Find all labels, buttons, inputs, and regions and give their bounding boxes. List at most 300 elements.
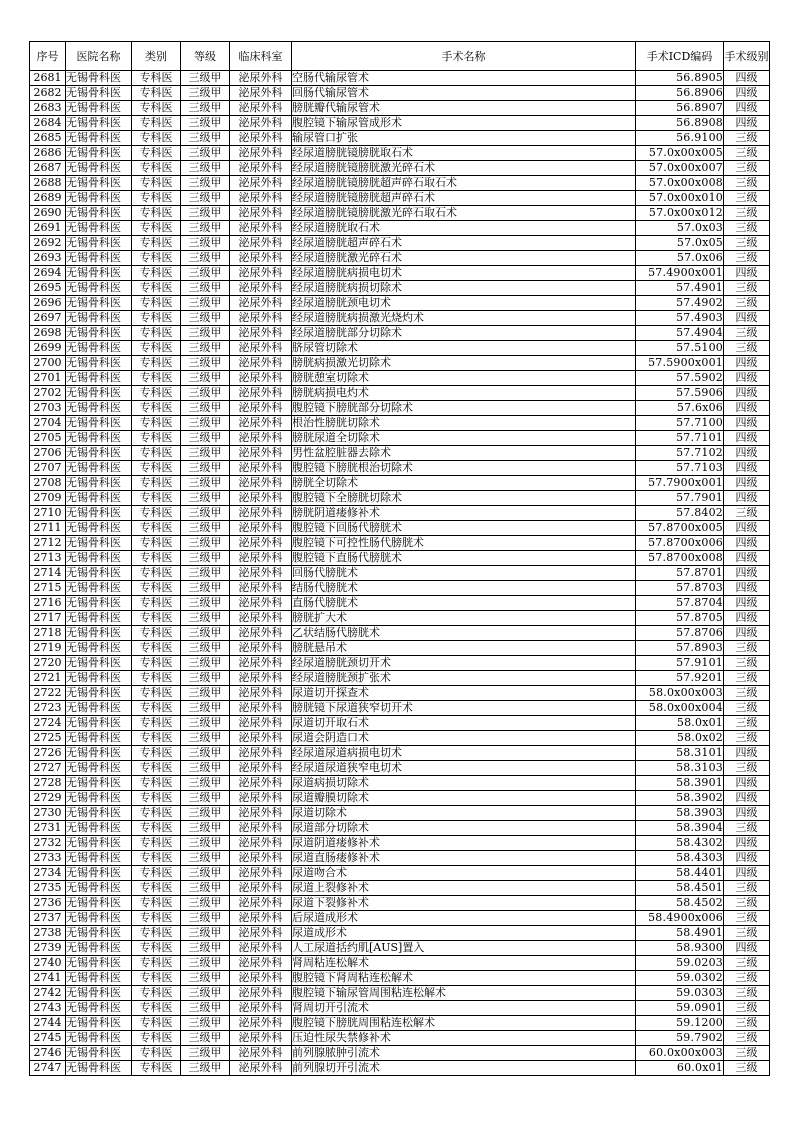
cell-department: 泌尿外科 [230, 371, 292, 386]
cell-department: 泌尿外科 [230, 281, 292, 296]
cell-icd-code: 57.9201 [636, 671, 724, 686]
cell-icd-code: 57.0x00x010 [636, 191, 724, 206]
cell-icd-code: 58.4401 [636, 866, 724, 881]
cell-grade: 三级甲 [181, 701, 230, 716]
cell-department: 泌尿外科 [230, 1001, 292, 1016]
cell-grade: 三级甲 [181, 221, 230, 236]
table-row [30, 581, 770, 596]
header-surgery-name: 手术名称 [292, 42, 636, 71]
cell-seq: 2745 [30, 1031, 66, 1046]
cell-seq: 2720 [30, 656, 66, 671]
cell-grade: 三级甲 [181, 971, 230, 986]
cell-department: 泌尿外科 [230, 716, 292, 731]
cell-category: 专科医 [132, 941, 181, 956]
cell-grade: 三级甲 [181, 551, 230, 566]
cell-hospital: 无锡骨科医 [66, 371, 132, 386]
cell-department: 泌尿外科 [230, 806, 292, 821]
cell-category: 专科医 [132, 461, 181, 476]
cell-seq: 2741 [30, 971, 66, 986]
cell-department: 泌尿外科 [230, 206, 292, 221]
cell-hospital: 无锡骨科医 [66, 716, 132, 731]
cell-surgery-level: 四级 [724, 71, 770, 86]
cell-grade: 三级甲 [181, 656, 230, 671]
cell-surgery-level: 三级 [724, 281, 770, 296]
cell-hospital: 无锡骨科医 [66, 71, 132, 86]
cell-department: 泌尿外科 [230, 116, 292, 131]
cell-seq: 2740 [30, 956, 66, 971]
cell-hospital: 无锡骨科医 [66, 326, 132, 341]
cell-seq: 2731 [30, 821, 66, 836]
cell-category: 专科医 [132, 971, 181, 986]
cell-surgery-level: 三级 [724, 1031, 770, 1046]
cell-surgery-level: 三级 [724, 731, 770, 746]
cell-icd-code: 57.0x05 [636, 236, 724, 251]
cell-icd-code: 57.7102 [636, 446, 724, 461]
cell-category: 专科医 [132, 866, 181, 881]
table-row [30, 191, 770, 206]
cell-hospital: 无锡骨科医 [66, 476, 132, 491]
cell-department: 泌尿外科 [230, 236, 292, 251]
cell-seq: 2686 [30, 146, 66, 161]
cell-hospital: 无锡骨科医 [66, 746, 132, 761]
cell-grade: 三级甲 [181, 1001, 230, 1016]
cell-hospital: 无锡骨科医 [66, 656, 132, 671]
table-row [30, 521, 770, 536]
cell-surgery-level: 三级 [724, 146, 770, 161]
table-row [30, 446, 770, 461]
cell-category: 专科医 [132, 446, 181, 461]
cell-category: 专科医 [132, 401, 181, 416]
table-row [30, 416, 770, 431]
cell-grade: 三级甲 [181, 266, 230, 281]
cell-grade: 三级甲 [181, 431, 230, 446]
cell-grade: 三级甲 [181, 1046, 230, 1061]
table-row [30, 836, 770, 851]
cell-seq: 2707 [30, 461, 66, 476]
cell-hospital: 无锡骨科医 [66, 161, 132, 176]
table-row [30, 386, 770, 401]
cell-seq: 2742 [30, 986, 66, 1001]
cell-grade: 三级甲 [181, 491, 230, 506]
cell-category: 专科医 [132, 101, 181, 116]
cell-category: 专科医 [132, 416, 181, 431]
table-row [30, 86, 770, 101]
cell-grade: 三级甲 [181, 821, 230, 836]
cell-hospital: 无锡骨科医 [66, 236, 132, 251]
cell-grade: 三级甲 [181, 401, 230, 416]
cell-icd-code: 56.8905 [636, 71, 724, 86]
cell-hospital: 无锡骨科医 [66, 986, 132, 1001]
cell-surgery-level: 四级 [724, 116, 770, 131]
cell-grade: 三级甲 [181, 611, 230, 626]
cell-department: 泌尿外科 [230, 146, 292, 161]
cell-category: 专科医 [132, 656, 181, 671]
table-row [30, 866, 770, 881]
cell-surgery-level: 四级 [724, 611, 770, 626]
cell-department: 泌尿外科 [230, 746, 292, 761]
cell-surgery-name: 直肠代膀胱术 [292, 596, 636, 611]
cell-department: 泌尿外科 [230, 791, 292, 806]
cell-icd-code: 57.5100 [636, 341, 724, 356]
cell-surgery-name: 尿道部分切除术 [292, 821, 636, 836]
cell-icd-code: 56.8906 [636, 86, 724, 101]
cell-surgery-name: 尿道直肠瘘修补术 [292, 851, 636, 866]
cell-category: 专科医 [132, 176, 181, 191]
cell-hospital: 无锡骨科医 [66, 911, 132, 926]
cell-grade: 三级甲 [181, 71, 230, 86]
cell-hospital: 无锡骨科医 [66, 566, 132, 581]
cell-surgery-level: 三级 [724, 1016, 770, 1031]
cell-surgery-name: 后尿道成形术 [292, 911, 636, 926]
table-row [30, 251, 770, 266]
cell-department: 泌尿外科 [230, 611, 292, 626]
cell-category: 专科医 [132, 956, 181, 971]
cell-hospital: 无锡骨科医 [66, 446, 132, 461]
cell-seq: 2738 [30, 926, 66, 941]
cell-icd-code: 59.0302 [636, 971, 724, 986]
cell-grade: 三级甲 [181, 731, 230, 746]
cell-seq: 2744 [30, 1016, 66, 1031]
cell-hospital: 无锡骨科医 [66, 626, 132, 641]
table-row [30, 986, 770, 1001]
cell-hospital: 无锡骨科医 [66, 851, 132, 866]
cell-category: 专科医 [132, 581, 181, 596]
cell-surgery-name: 膀胱病损激光切除术 [292, 356, 636, 371]
cell-department: 泌尿外科 [230, 941, 292, 956]
cell-surgery-level: 三级 [724, 641, 770, 656]
cell-surgery-level: 三级 [724, 1001, 770, 1016]
cell-surgery-level: 四级 [724, 626, 770, 641]
cell-department: 泌尿外科 [230, 761, 292, 776]
cell-surgery-level: 四级 [724, 356, 770, 371]
cell-grade: 三级甲 [181, 881, 230, 896]
cell-seq: 2718 [30, 626, 66, 641]
cell-seq: 2696 [30, 296, 66, 311]
cell-grade: 三级甲 [181, 206, 230, 221]
cell-hospital: 无锡骨科医 [66, 131, 132, 146]
cell-icd-code: 58.0x01 [636, 716, 724, 731]
header-grade: 等级 [181, 42, 230, 71]
cell-icd-code: 59.1200 [636, 1016, 724, 1031]
cell-hospital: 无锡骨科医 [66, 101, 132, 116]
cell-icd-code: 56.9100 [636, 131, 724, 146]
cell-surgery-level: 三级 [724, 986, 770, 1001]
cell-department: 泌尿外科 [230, 686, 292, 701]
cell-icd-code: 57.8700x006 [636, 536, 724, 551]
cell-surgery-name: 人工尿道括约肌[AUS]置入 [292, 941, 636, 956]
cell-icd-code: 57.8703 [636, 581, 724, 596]
cell-surgery-name: 回肠代输尿管术 [292, 86, 636, 101]
cell-department: 泌尿外科 [230, 896, 292, 911]
cell-icd-code: 57.8704 [636, 596, 724, 611]
cell-surgery-level: 四级 [724, 851, 770, 866]
cell-department: 泌尿外科 [230, 821, 292, 836]
cell-department: 泌尿外科 [230, 161, 292, 176]
cell-seq: 2700 [30, 356, 66, 371]
cell-surgery-name: 经尿道膀胱超声碎石术 [292, 236, 636, 251]
cell-surgery-name: 前列腺脓肿引流术 [292, 1046, 636, 1061]
cell-surgery-name: 前列腺切开引流术 [292, 1061, 636, 1076]
cell-grade: 三级甲 [181, 896, 230, 911]
cell-hospital: 无锡骨科医 [66, 251, 132, 266]
cell-category: 专科医 [132, 776, 181, 791]
cell-surgery-name: 经尿道膀胱镜膀胱超声碎石取石术 [292, 176, 636, 191]
cell-surgery-name: 腹腔镜下直肠代膀胱术 [292, 551, 636, 566]
table-row [30, 371, 770, 386]
cell-surgery-level: 四级 [724, 266, 770, 281]
cell-seq: 2723 [30, 701, 66, 716]
cell-seq: 2722 [30, 686, 66, 701]
table-row [30, 731, 770, 746]
cell-surgery-name: 肾周切开引流术 [292, 1001, 636, 1016]
cell-grade: 三级甲 [181, 131, 230, 146]
cell-department: 泌尿外科 [230, 71, 292, 86]
cell-seq: 2713 [30, 551, 66, 566]
cell-surgery-name: 膀胱尿道全切除术 [292, 431, 636, 446]
cell-department: 泌尿外科 [230, 1031, 292, 1046]
table-row [30, 791, 770, 806]
cell-department: 泌尿外科 [230, 641, 292, 656]
cell-seq: 2693 [30, 251, 66, 266]
table-row [30, 491, 770, 506]
cell-surgery-name: 经尿道膀胱镜膀胱激光碎石取石术 [292, 206, 636, 221]
cell-surgery-level: 四级 [724, 746, 770, 761]
cell-seq: 2685 [30, 131, 66, 146]
table-row [30, 686, 770, 701]
cell-surgery-level: 四级 [724, 311, 770, 326]
cell-surgery-name: 膀胱阴道瘘修补术 [292, 506, 636, 521]
cell-category: 专科医 [132, 281, 181, 296]
cell-surgery-name: 腹腔镜下全膀胱切除术 [292, 491, 636, 506]
cell-department: 泌尿外科 [230, 851, 292, 866]
cell-hospital: 无锡骨科医 [66, 386, 132, 401]
cell-hospital: 无锡骨科医 [66, 611, 132, 626]
cell-category: 专科医 [132, 386, 181, 401]
cell-seq: 2709 [30, 491, 66, 506]
cell-hospital: 无锡骨科医 [66, 416, 132, 431]
cell-department: 泌尿外科 [230, 956, 292, 971]
table-row [30, 926, 770, 941]
cell-seq: 2702 [30, 386, 66, 401]
cell-hospital: 无锡骨科医 [66, 1001, 132, 1016]
cell-department: 泌尿外科 [230, 866, 292, 881]
cell-icd-code: 57.8706 [636, 626, 724, 641]
surgery-table [29, 41, 770, 1076]
cell-grade: 三级甲 [181, 836, 230, 851]
cell-category: 专科医 [132, 356, 181, 371]
cell-department: 泌尿外科 [230, 296, 292, 311]
cell-grade: 三级甲 [181, 566, 230, 581]
cell-seq: 2732 [30, 836, 66, 851]
table-row [30, 1031, 770, 1046]
table-row [30, 881, 770, 896]
cell-hospital: 无锡骨科医 [66, 356, 132, 371]
cell-hospital: 无锡骨科医 [66, 836, 132, 851]
cell-surgery-level: 三级 [724, 716, 770, 731]
cell-surgery-level: 四级 [724, 941, 770, 956]
cell-surgery-level: 三级 [724, 926, 770, 941]
cell-department: 泌尿外科 [230, 986, 292, 1001]
cell-surgery-level: 三级 [724, 896, 770, 911]
cell-surgery-level: 四级 [724, 776, 770, 791]
cell-surgery-level: 三级 [724, 911, 770, 926]
cell-grade: 三级甲 [181, 341, 230, 356]
table-row [30, 146, 770, 161]
cell-grade: 三级甲 [181, 191, 230, 206]
cell-seq: 2736 [30, 896, 66, 911]
cell-surgery-level: 三级 [724, 701, 770, 716]
cell-icd-code: 59.7902 [636, 1031, 724, 1046]
table-row [30, 971, 770, 986]
cell-category: 专科医 [132, 896, 181, 911]
cell-category: 专科医 [132, 1046, 181, 1061]
cell-department: 泌尿外科 [230, 671, 292, 686]
cell-hospital: 无锡骨科医 [66, 1016, 132, 1031]
cell-category: 专科医 [132, 596, 181, 611]
cell-category: 专科医 [132, 851, 181, 866]
cell-department: 泌尿外科 [230, 566, 292, 581]
cell-icd-code: 57.9101 [636, 656, 724, 671]
cell-hospital: 无锡骨科医 [66, 401, 132, 416]
cell-surgery-name: 尿道成形术 [292, 926, 636, 941]
cell-icd-code: 57.5902 [636, 371, 724, 386]
cell-surgery-name: 脐尿管切除术 [292, 341, 636, 356]
cell-icd-code: 57.8701 [636, 566, 724, 581]
cell-seq: 2717 [30, 611, 66, 626]
cell-surgery-level: 三级 [724, 971, 770, 986]
cell-department: 泌尿外科 [230, 341, 292, 356]
cell-category: 专科医 [132, 161, 181, 176]
cell-department: 泌尿外科 [230, 251, 292, 266]
cell-surgery-level: 四级 [724, 371, 770, 386]
cell-surgery-name: 腹腔镜下膀胱根治切除术 [292, 461, 636, 476]
cell-department: 泌尿外科 [230, 356, 292, 371]
cell-grade: 三级甲 [181, 536, 230, 551]
cell-category: 专科医 [132, 806, 181, 821]
cell-category: 专科医 [132, 701, 181, 716]
table-row [30, 101, 770, 116]
cell-hospital: 无锡骨科医 [66, 506, 132, 521]
cell-icd-code: 58.0x02 [636, 731, 724, 746]
cell-hospital: 无锡骨科医 [66, 806, 132, 821]
cell-grade: 三级甲 [181, 236, 230, 251]
table-row [30, 1046, 770, 1061]
cell-seq: 2729 [30, 791, 66, 806]
cell-surgery-level: 三级 [724, 1061, 770, 1076]
cell-category: 专科医 [132, 536, 181, 551]
cell-surgery-name: 膀胱扩大术 [292, 611, 636, 626]
cell-category: 专科医 [132, 521, 181, 536]
cell-surgery-name: 经尿道膀胱镜膀胱激光碎石术 [292, 161, 636, 176]
table-row [30, 1016, 770, 1031]
table-row [30, 956, 770, 971]
cell-seq: 2728 [30, 776, 66, 791]
cell-department: 泌尿外科 [230, 836, 292, 851]
cell-grade: 三级甲 [181, 176, 230, 191]
cell-seq: 2698 [30, 326, 66, 341]
cell-surgery-level: 四级 [724, 431, 770, 446]
cell-seq: 2715 [30, 581, 66, 596]
table-row [30, 311, 770, 326]
cell-surgery-level: 三级 [724, 506, 770, 521]
cell-surgery-name: 腹腔镜下回肠代膀胱术 [292, 521, 636, 536]
cell-department: 泌尿外科 [230, 731, 292, 746]
cell-seq: 2712 [30, 536, 66, 551]
cell-grade: 三级甲 [181, 776, 230, 791]
cell-hospital: 无锡骨科医 [66, 926, 132, 941]
cell-grade: 三级甲 [181, 716, 230, 731]
cell-surgery-level: 四级 [724, 806, 770, 821]
cell-icd-code: 59.0901 [636, 1001, 724, 1016]
cell-seq: 2714 [30, 566, 66, 581]
cell-surgery-level: 四级 [724, 101, 770, 116]
cell-department: 泌尿外科 [230, 446, 292, 461]
cell-surgery-level: 四级 [724, 446, 770, 461]
cell-category: 专科医 [132, 1016, 181, 1031]
table-row [30, 266, 770, 281]
cell-hospital: 无锡骨科医 [66, 1061, 132, 1076]
cell-grade: 三级甲 [181, 956, 230, 971]
cell-surgery-level: 三级 [724, 236, 770, 251]
cell-grade: 三级甲 [181, 446, 230, 461]
cell-hospital: 无锡骨科医 [66, 956, 132, 971]
cell-category: 专科医 [132, 911, 181, 926]
cell-hospital: 无锡骨科医 [66, 596, 132, 611]
table-row [30, 296, 770, 311]
cell-hospital: 无锡骨科医 [66, 221, 132, 236]
cell-grade: 三级甲 [181, 911, 230, 926]
cell-department: 泌尿外科 [230, 521, 292, 536]
cell-department: 泌尿外科 [230, 656, 292, 671]
cell-seq: 2703 [30, 401, 66, 416]
cell-icd-code: 58.4900x006 [636, 911, 724, 926]
cell-icd-code: 57.7101 [636, 431, 724, 446]
cell-grade: 三级甲 [181, 791, 230, 806]
cell-icd-code: 57.8903 [636, 641, 724, 656]
cell-department: 泌尿外科 [230, 266, 292, 281]
table-row [30, 656, 770, 671]
cell-icd-code: 57.7103 [636, 461, 724, 476]
cell-seq: 2684 [30, 116, 66, 131]
cell-department: 泌尿外科 [230, 131, 292, 146]
cell-surgery-name: 尿道阴道瘘修补术 [292, 836, 636, 851]
table-row [30, 716, 770, 731]
cell-surgery-level: 四级 [724, 476, 770, 491]
cell-department: 泌尿外科 [230, 461, 292, 476]
cell-icd-code: 57.8700x008 [636, 551, 724, 566]
cell-seq: 2710 [30, 506, 66, 521]
cell-icd-code: 58.3902 [636, 791, 724, 806]
table-row [30, 746, 770, 761]
cell-surgery-name: 膀胱憩室切除术 [292, 371, 636, 386]
cell-surgery-level: 四级 [724, 836, 770, 851]
cell-grade: 三级甲 [181, 416, 230, 431]
header-surgery-level: 手术级别 [724, 42, 770, 71]
table-row [30, 536, 770, 551]
cell-department: 泌尿外科 [230, 1046, 292, 1061]
cell-category: 专科医 [132, 311, 181, 326]
cell-grade: 三级甲 [181, 296, 230, 311]
cell-icd-code: 59.0203 [636, 956, 724, 971]
cell-seq: 2701 [30, 371, 66, 386]
cell-surgery-level: 三级 [724, 881, 770, 896]
cell-hospital: 无锡骨科医 [66, 776, 132, 791]
cell-surgery-level: 三级 [724, 1046, 770, 1061]
cell-grade: 三级甲 [181, 386, 230, 401]
cell-department: 泌尿外科 [230, 416, 292, 431]
cell-hospital: 无锡骨科医 [66, 521, 132, 536]
cell-surgery-name: 膀胱悬吊术 [292, 641, 636, 656]
